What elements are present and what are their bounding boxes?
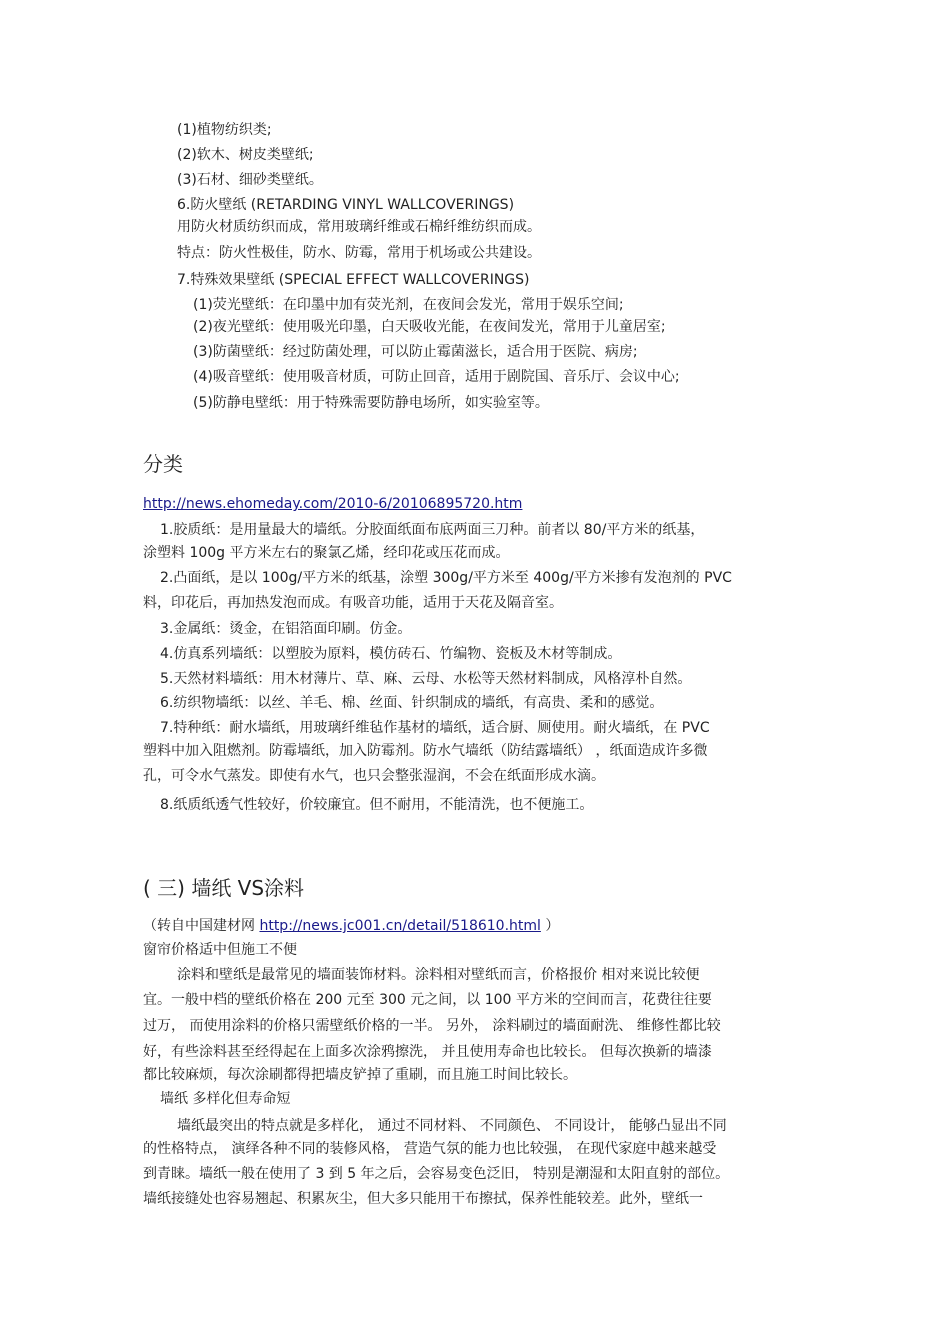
paragraph-line: 孔，可令水气蒸发。即使有水气，也只会整张湿润，不会在纸面形成水滴。 bbox=[143, 768, 605, 784]
paragraph-line: 料，印花后，再加热发泡而成。有吸音功能，适用于天花及隔音室。 bbox=[143, 595, 563, 611]
paragraph-line: 的性格特点， 演绎各种不同的装修风格， 营造气氛的能力也比较强， 在现代家庭中越来越受 bbox=[143, 1141, 717, 1157]
fire-wallpaper-title: 6.防火壁纸 (RETARDING VINYL WALLCOVERINGS) bbox=[177, 197, 515, 213]
paragraph-line: 墙纸接缝处也容易翘起、积累灰尘，但大多只能用干布擦拭，保养性能较差。此外，壁纸一 bbox=[143, 1191, 703, 1207]
paragraph-line: 1.胶质纸：是用量最大的墙纸。分胶面纸面布底两面三刀种。前者以 80/平方米的纸基， bbox=[160, 522, 705, 538]
paragraph-line: 8.纸质纸透气性较好，价较廉宜。但不耐用，不能清洗，也不便施工。 bbox=[160, 797, 594, 813]
source-link[interactable]: http://news.ehomeday.com/2010-6/20106895720.htm bbox=[143, 496, 523, 512]
list-item: (2)夜光壁纸：使用吸光印墨，白天吸收光能，在夜间发光，常用于儿童居室; bbox=[193, 319, 666, 335]
paragraph-line: 过万， 而使用涂料的价格只需壁纸价格的一半。 另外， 涂料刷过的墙面耐洗、 维修性都比较 bbox=[143, 1018, 721, 1034]
source-link[interactable]: http://news.jc001.cn/detail/518610.html bbox=[259, 918, 541, 934]
source-suffix: ） bbox=[540, 918, 560, 934]
list-item: (2)软木、树皮类壁纸; bbox=[177, 147, 314, 163]
paragraph-line: 宜。一般中档的壁纸价格在 200 元至 300 元之间，以 100 平方米的空间而言，花费往往要 bbox=[143, 992, 712, 1008]
paragraph-line: 4.仿真系列墙纸：以塑胶为原料，模仿砖石、竹编物、瓷板及木材等制成。 bbox=[160, 646, 622, 662]
section-heading: 分类 bbox=[143, 452, 183, 476]
source-line bbox=[143, 917, 559, 935]
paragraph-line: 5.天然材料墙纸：用木材薄片、草、麻、云母、水松等天然材料制成，风格淳朴自然。 bbox=[160, 671, 692, 687]
list-item: (5)防静电壁纸：用于特殊需要防静电场所，如实验室等。 bbox=[193, 395, 549, 411]
subheading: 窗帘价格适中但施工不便 bbox=[143, 942, 297, 958]
list-item: (1)植物纺织类; bbox=[177, 122, 272, 138]
paragraph-line: 7.特种纸：耐水墙纸，用玻璃纤维毡作基材的墙纸，适合厨、厕使用。耐火墙纸，在 PVC bbox=[160, 720, 710, 736]
paragraph-line: 6.纺织物墙纸：以丝、羊毛、棉、丝面、针织制成的墙纸，有高贵、柔和的感觉。 bbox=[160, 695, 664, 711]
paragraph-line: 涂塑料 100g 平方米左右的聚氯乙烯，经印花或压花而成。 bbox=[143, 545, 510, 561]
paragraph-line: 墙纸最突出的特点就是多样化， 通过不同材料、 不同颜色、 不同设计， 能够凸显出不同 bbox=[177, 1118, 727, 1134]
paragraph-line: 塑料中加入阻燃剂。防霉墙纸，加入防霉剂。防水气墙纸（防结露墙纸） ，纸面造成许多微 bbox=[143, 743, 708, 759]
list-item: (3)防菌壁纸：经过防菌处理，可以防止霉菌滋长，适合用于医院、病房; bbox=[193, 344, 638, 360]
paragraph-line: 3.金属纸：烫金，在铝箔面印刷。仿金。 bbox=[160, 621, 412, 637]
paragraph-line: 2.凸面纸，是以 100g/平方米的纸基，涂塑 300g/平方米至 400g/平方米掺有发泡剂的 PVC bbox=[160, 570, 732, 586]
list-item: (4)吸音壁纸：使用吸音材质，可防止回音，适用于剧院国、音乐厅、会议中心; bbox=[193, 369, 680, 385]
paragraph-line: 好，有些涂料甚至经得起在上面多次涂鸦擦洗， 并且使用寿命也比较长。 但每次换新的墙漆 bbox=[143, 1044, 712, 1060]
paragraph-line: 到青睐。墙纸一般在使用了 3 到 5 年之后，会容易变色泛旧， 特别是潮湿和太阳直射的部位。 bbox=[143, 1166, 730, 1182]
list-item: (1)荧光壁纸：在印墨中加有荧光剂，在夜间会发光，常用于娱乐空间; bbox=[193, 297, 624, 313]
paragraph-line: 都比较麻烦，每次涂刷都得把墙皮铲掉了重刷，而且施工时间比较长。 bbox=[143, 1067, 577, 1083]
source-prefix: （转自中国建材网 bbox=[143, 918, 260, 934]
special-wallpaper-title: 7.特殊效果壁纸 (SPECIAL EFFECT WALLCOVERINGS) bbox=[177, 272, 530, 288]
list-item: (3)石材、细砂类壁纸。 bbox=[177, 172, 323, 188]
paragraph-line: 涂料和壁纸是最常见的墙面装饰材料。涂料相对壁纸而言，价格报价 相对来说比较便 bbox=[177, 967, 700, 983]
fire-wallpaper-feature: 特点：防火性极佳，防水、防霉，常用于机场或公共建设。 bbox=[177, 245, 541, 261]
subheading: 墙纸 多样化但寿命短 bbox=[160, 1091, 291, 1107]
section-heading: ( 三) 墙纸 VS涂料 bbox=[143, 876, 305, 900]
fire-wallpaper-desc: 用防火材质纺织而成，常用玻璃纤维或石棉纤维纺织而成。 bbox=[177, 219, 541, 235]
